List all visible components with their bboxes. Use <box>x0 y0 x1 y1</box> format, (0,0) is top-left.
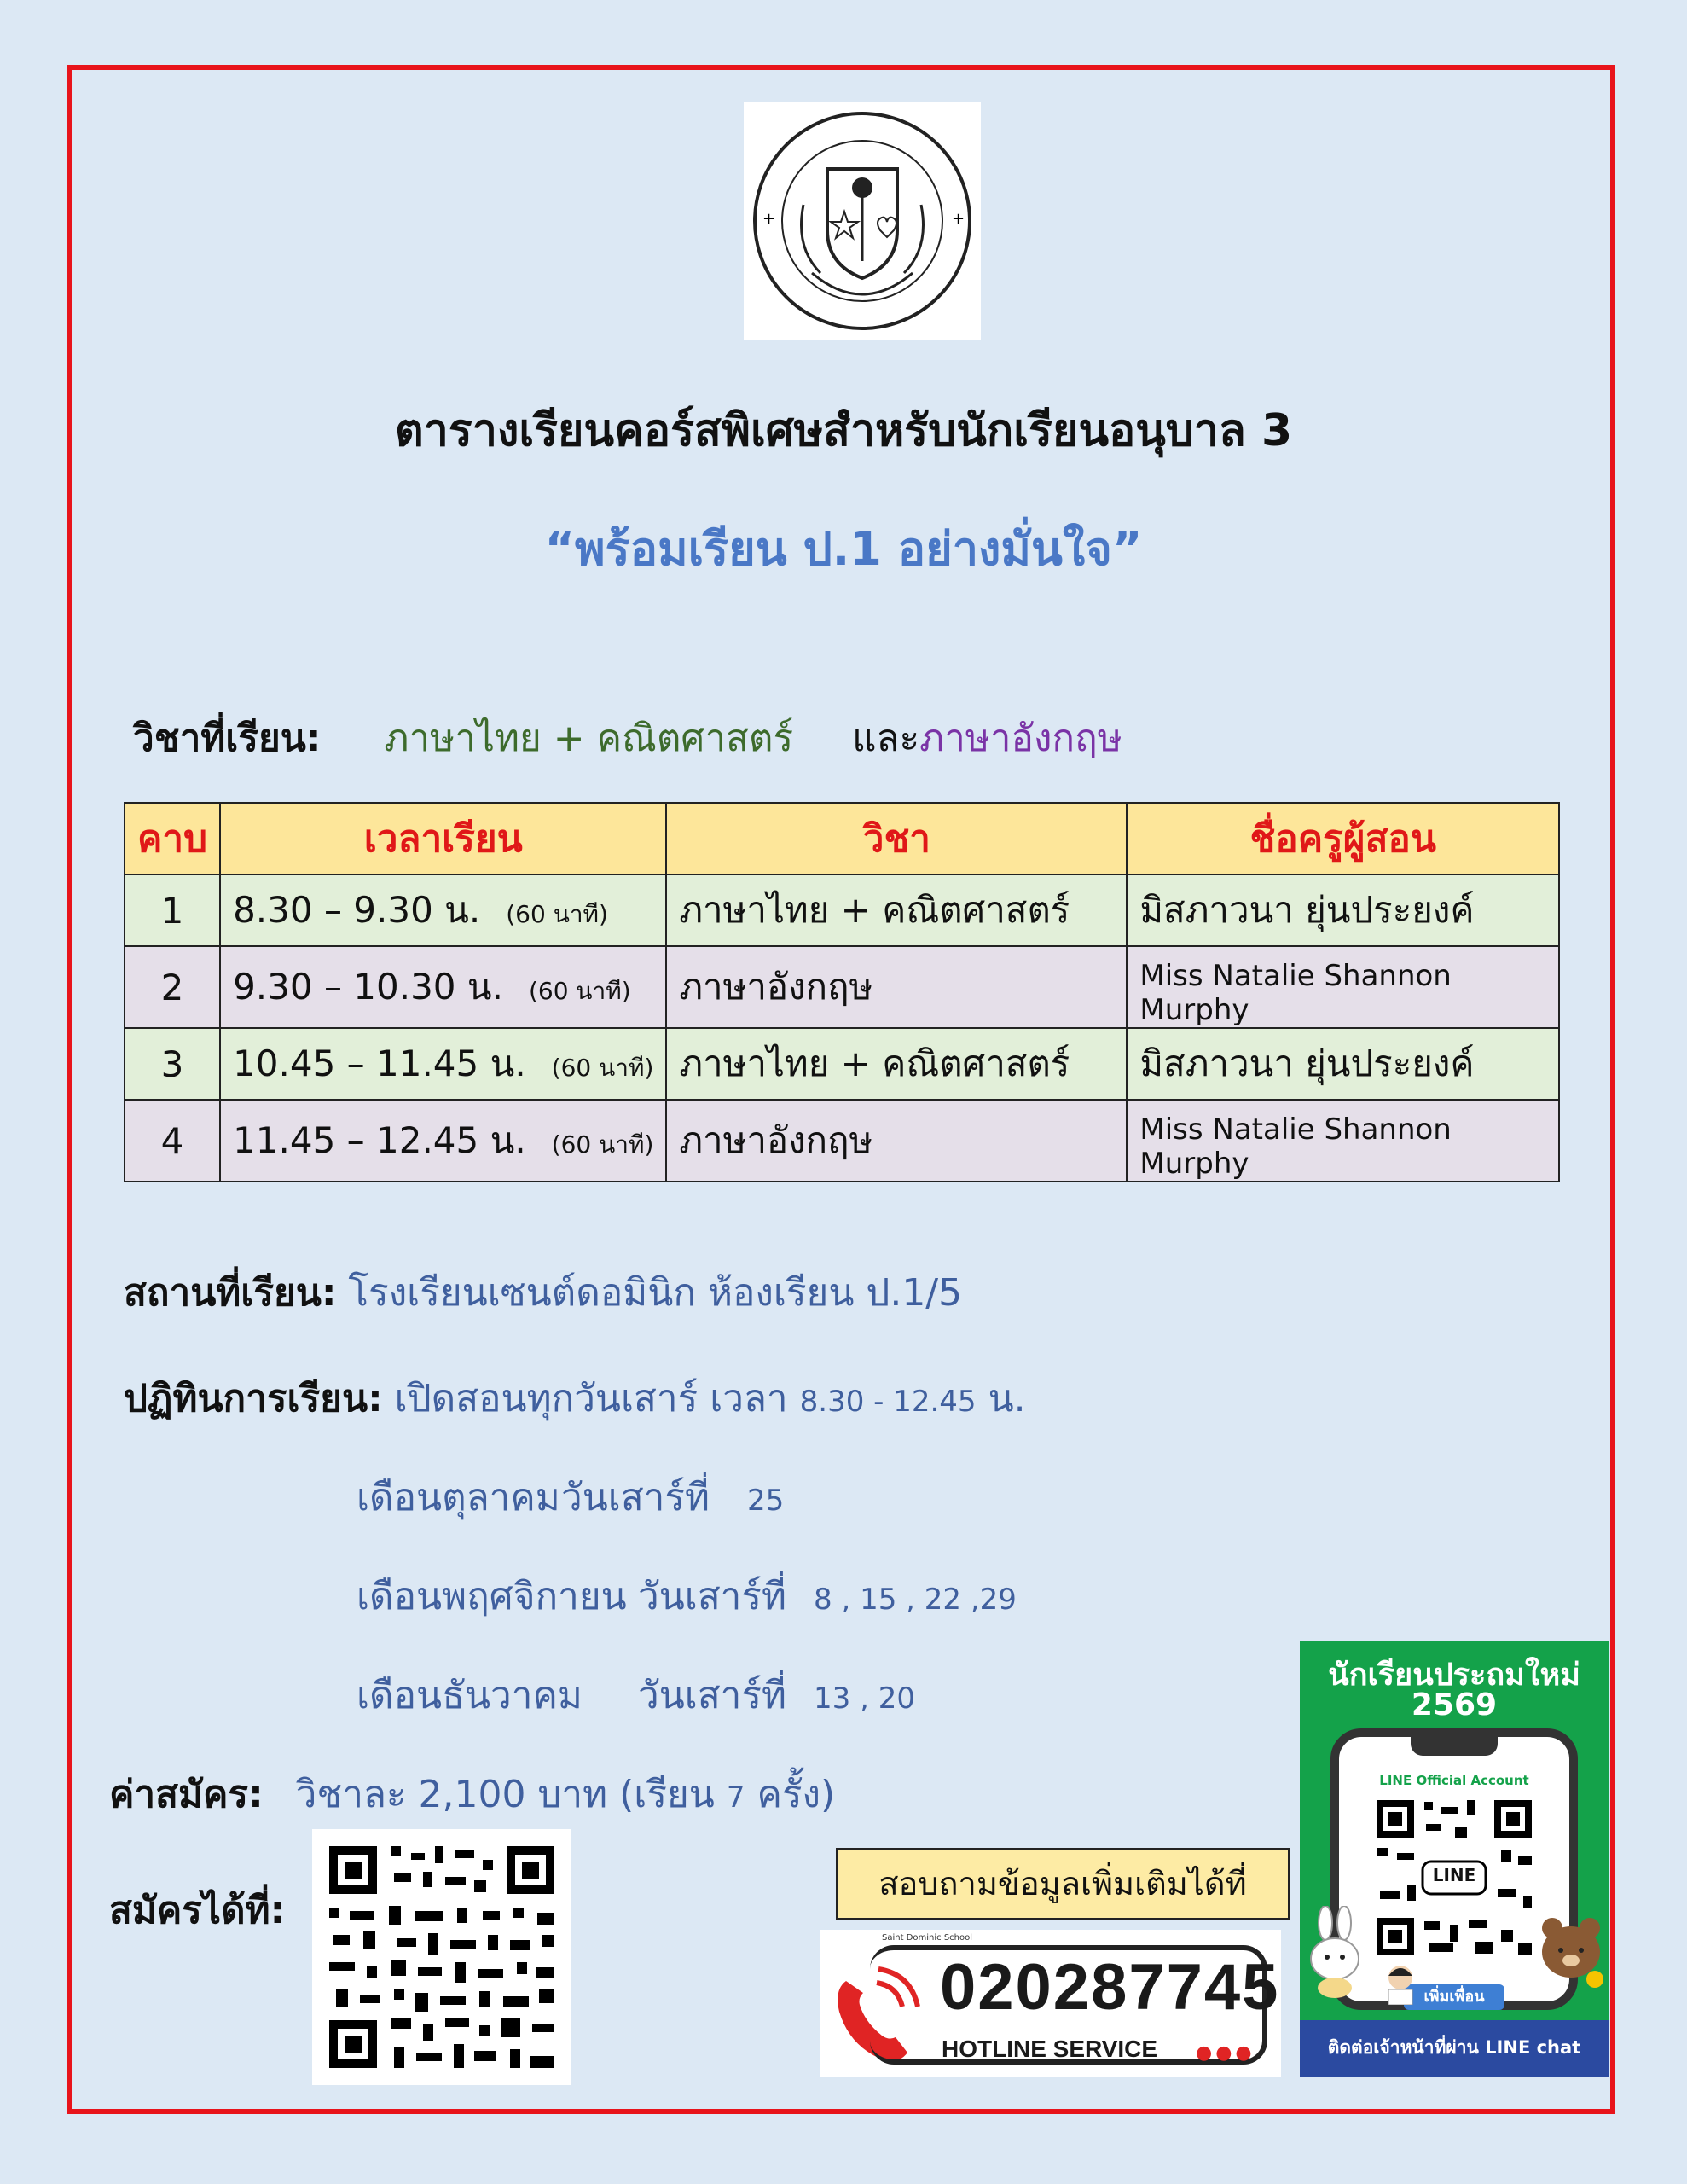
table-row <box>125 874 1559 946</box>
register-label: สมัครได้ที่: <box>109 1889 286 1932</box>
time-cell <box>220 946 666 1028</box>
table-header-row <box>125 803 1559 874</box>
fee-count: 7 <box>726 1780 745 1815</box>
duration-text: (60 นาที) <box>506 900 608 928</box>
duration-text: (60 นาที) <box>551 1130 654 1159</box>
day-list: 8 , 15 , 22 ,29 <box>814 1583 1017 1617</box>
day-list: 13 , 20 <box>814 1682 915 1716</box>
header-time: เวลาเรียน <box>220 803 666 874</box>
school-logo <box>744 102 981 340</box>
fee-label: ค่าสมัคร: <box>109 1773 264 1816</box>
period-cell: 1 <box>125 874 220 946</box>
table-row <box>125 1100 1559 1182</box>
svg-text:+: + <box>952 210 965 228</box>
time-text: 9.30 – 10.30 น. <box>233 966 503 1008</box>
period-cell: 2 <box>125 946 220 1028</box>
qr-code-icon <box>312 1829 571 2085</box>
svg-text:+: + <box>762 210 776 228</box>
duration-text: (60 นาที) <box>528 977 631 1005</box>
subjects-and: และ <box>852 717 920 760</box>
bear-character-icon <box>1537 1911 1607 1996</box>
location-value: โรงเรียนเซนต์ดอมินิก ห้องเรียน ป.1/5 <box>348 1271 963 1315</box>
calendar-unit: น. <box>988 1377 1026 1420</box>
schedule-table <box>124 802 1560 1182</box>
location-label: สถานที่เรียน: <box>124 1271 337 1315</box>
period-cell: 3 <box>125 1028 220 1100</box>
header-teacher: ชื่อครูผู้สอน <box>1127 803 1559 874</box>
calendar-value: เปิดสอนทุกวันเสาร์ เวลา <box>394 1377 788 1420</box>
hotline-banner[interactable] <box>820 1930 1281 2077</box>
subjects-label: วิชาที่เรียน: <box>133 717 322 760</box>
subject-cell: ภาษาไทย + คณิตศาสตร์ <box>666 1028 1127 1100</box>
line-official-card[interactable] <box>1300 1641 1609 2077</box>
time-text: 11.45 – 12.45 น. <box>233 1119 526 1161</box>
school-seal-icon <box>744 102 981 340</box>
month-name: เดือนตุลาคม <box>357 1476 560 1519</box>
inquiry-box: สอบถามข้อมูลเพิ่มเติมได้ที่ <box>836 1848 1290 1920</box>
subject-cell: ภาษาอังกฤษ <box>666 1100 1127 1182</box>
month-name: เดือนธันวาคม <box>357 1674 583 1717</box>
teacher-cell: Miss Natalie Shannon Murphy <box>1127 1100 1559 1182</box>
calendar-time: 8.30 - 12.45 <box>799 1385 977 1419</box>
slogan: “พร้อมเรียน ป.1 อย่างมั่นใจ” <box>544 522 1143 576</box>
calendar-line <box>124 1368 1026 1428</box>
line-card-footer <box>1300 2020 1609 2077</box>
table-row <box>125 1028 1559 1100</box>
subject-english: ภาษาอังกฤษ <box>919 717 1122 760</box>
teacher-cell: มิสภาวนา ยุ่นประยงค์ <box>1127 874 1559 946</box>
register-line <box>109 1880 285 1940</box>
registration-qr-code[interactable] <box>312 1829 571 2085</box>
header-subject: วิชา <box>666 803 1127 874</box>
day-label: วันเสาร์ที่ <box>638 1575 787 1618</box>
line-qr-label: LINE <box>1432 1865 1476 1885</box>
line-footer-text: ติดต่อเจ้าหน้าที่ผ่าน LINE chat <box>1327 2037 1581 2058</box>
student-character-icon <box>1382 1964 1419 2005</box>
hotline-dots-icon: ●●● <box>1196 2042 1255 2064</box>
teacher-cell: มิสภาวนา ยุ่นประยงค์ <box>1127 1028 1559 1100</box>
line-card-year: 2569 <box>1411 1687 1498 1722</box>
fee-line <box>109 1764 835 1824</box>
month-row-december <box>357 1665 915 1725</box>
subject-cell: ภาษาไทย + คณิตศาสตร์ <box>666 874 1127 946</box>
day-label: วันเสาร์ที่ <box>561 1476 710 1519</box>
calendar-label: ปฏิทินการเรียน: <box>124 1377 383 1420</box>
fee-suffix: ครั้ง) <box>757 1773 836 1816</box>
bunny-character-icon <box>1305 1906 1365 2000</box>
day-list: 25 <box>747 1484 785 1518</box>
fee-value: วิชาละ 2,100 บาท (เรียน <box>295 1773 715 1816</box>
line-card-title: นักเรียนประถมใหม่ <box>1328 1658 1580 1693</box>
teacher-cell: Miss Natalie Shannon Murphy <box>1127 946 1559 1028</box>
time-cell <box>220 1028 666 1100</box>
time-cell <box>220 1100 666 1182</box>
duration-text: (60 นาที) <box>551 1054 654 1082</box>
month-row-november <box>357 1566 1017 1626</box>
line-account-label: LINE Official Account <box>1379 1773 1529 1788</box>
phone-notch-icon <box>1411 1737 1498 1756</box>
time-text: 10.45 – 11.45 น. <box>233 1043 526 1084</box>
time-text: 8.30 – 9.30 น. <box>233 889 481 931</box>
month-name: เดือนพฤศจิกายน <box>357 1575 627 1618</box>
hotline-number: 020287745 <box>940 1951 1280 2024</box>
month-row-october <box>357 1467 784 1527</box>
location-line <box>124 1263 962 1322</box>
subject-thai-math: ภาษาไทย + คณิตศาสตร์ <box>384 717 794 760</box>
subjects-line <box>133 708 1122 768</box>
subject-cell: ภาษาอังกฤษ <box>666 946 1127 1028</box>
day-label: วันเสาร์ที่ <box>638 1674 787 1717</box>
time-cell <box>220 874 666 946</box>
period-cell: 4 <box>125 1100 220 1182</box>
page-title: ตารางเรียนคอร์สพิเศษสำหรับนักเรียนอนุบาล 3 <box>394 405 1293 456</box>
add-friend-button[interactable]: เพิ่มเพื่อน <box>1404 1984 1504 2010</box>
table-row <box>125 946 1559 1028</box>
header-period: คาบ <box>125 803 220 874</box>
hotline-service-label: HOTLINE SERVICE <box>942 2036 1158 2062</box>
hotline-school-name: Saint Dominic School <box>882 1933 973 1943</box>
